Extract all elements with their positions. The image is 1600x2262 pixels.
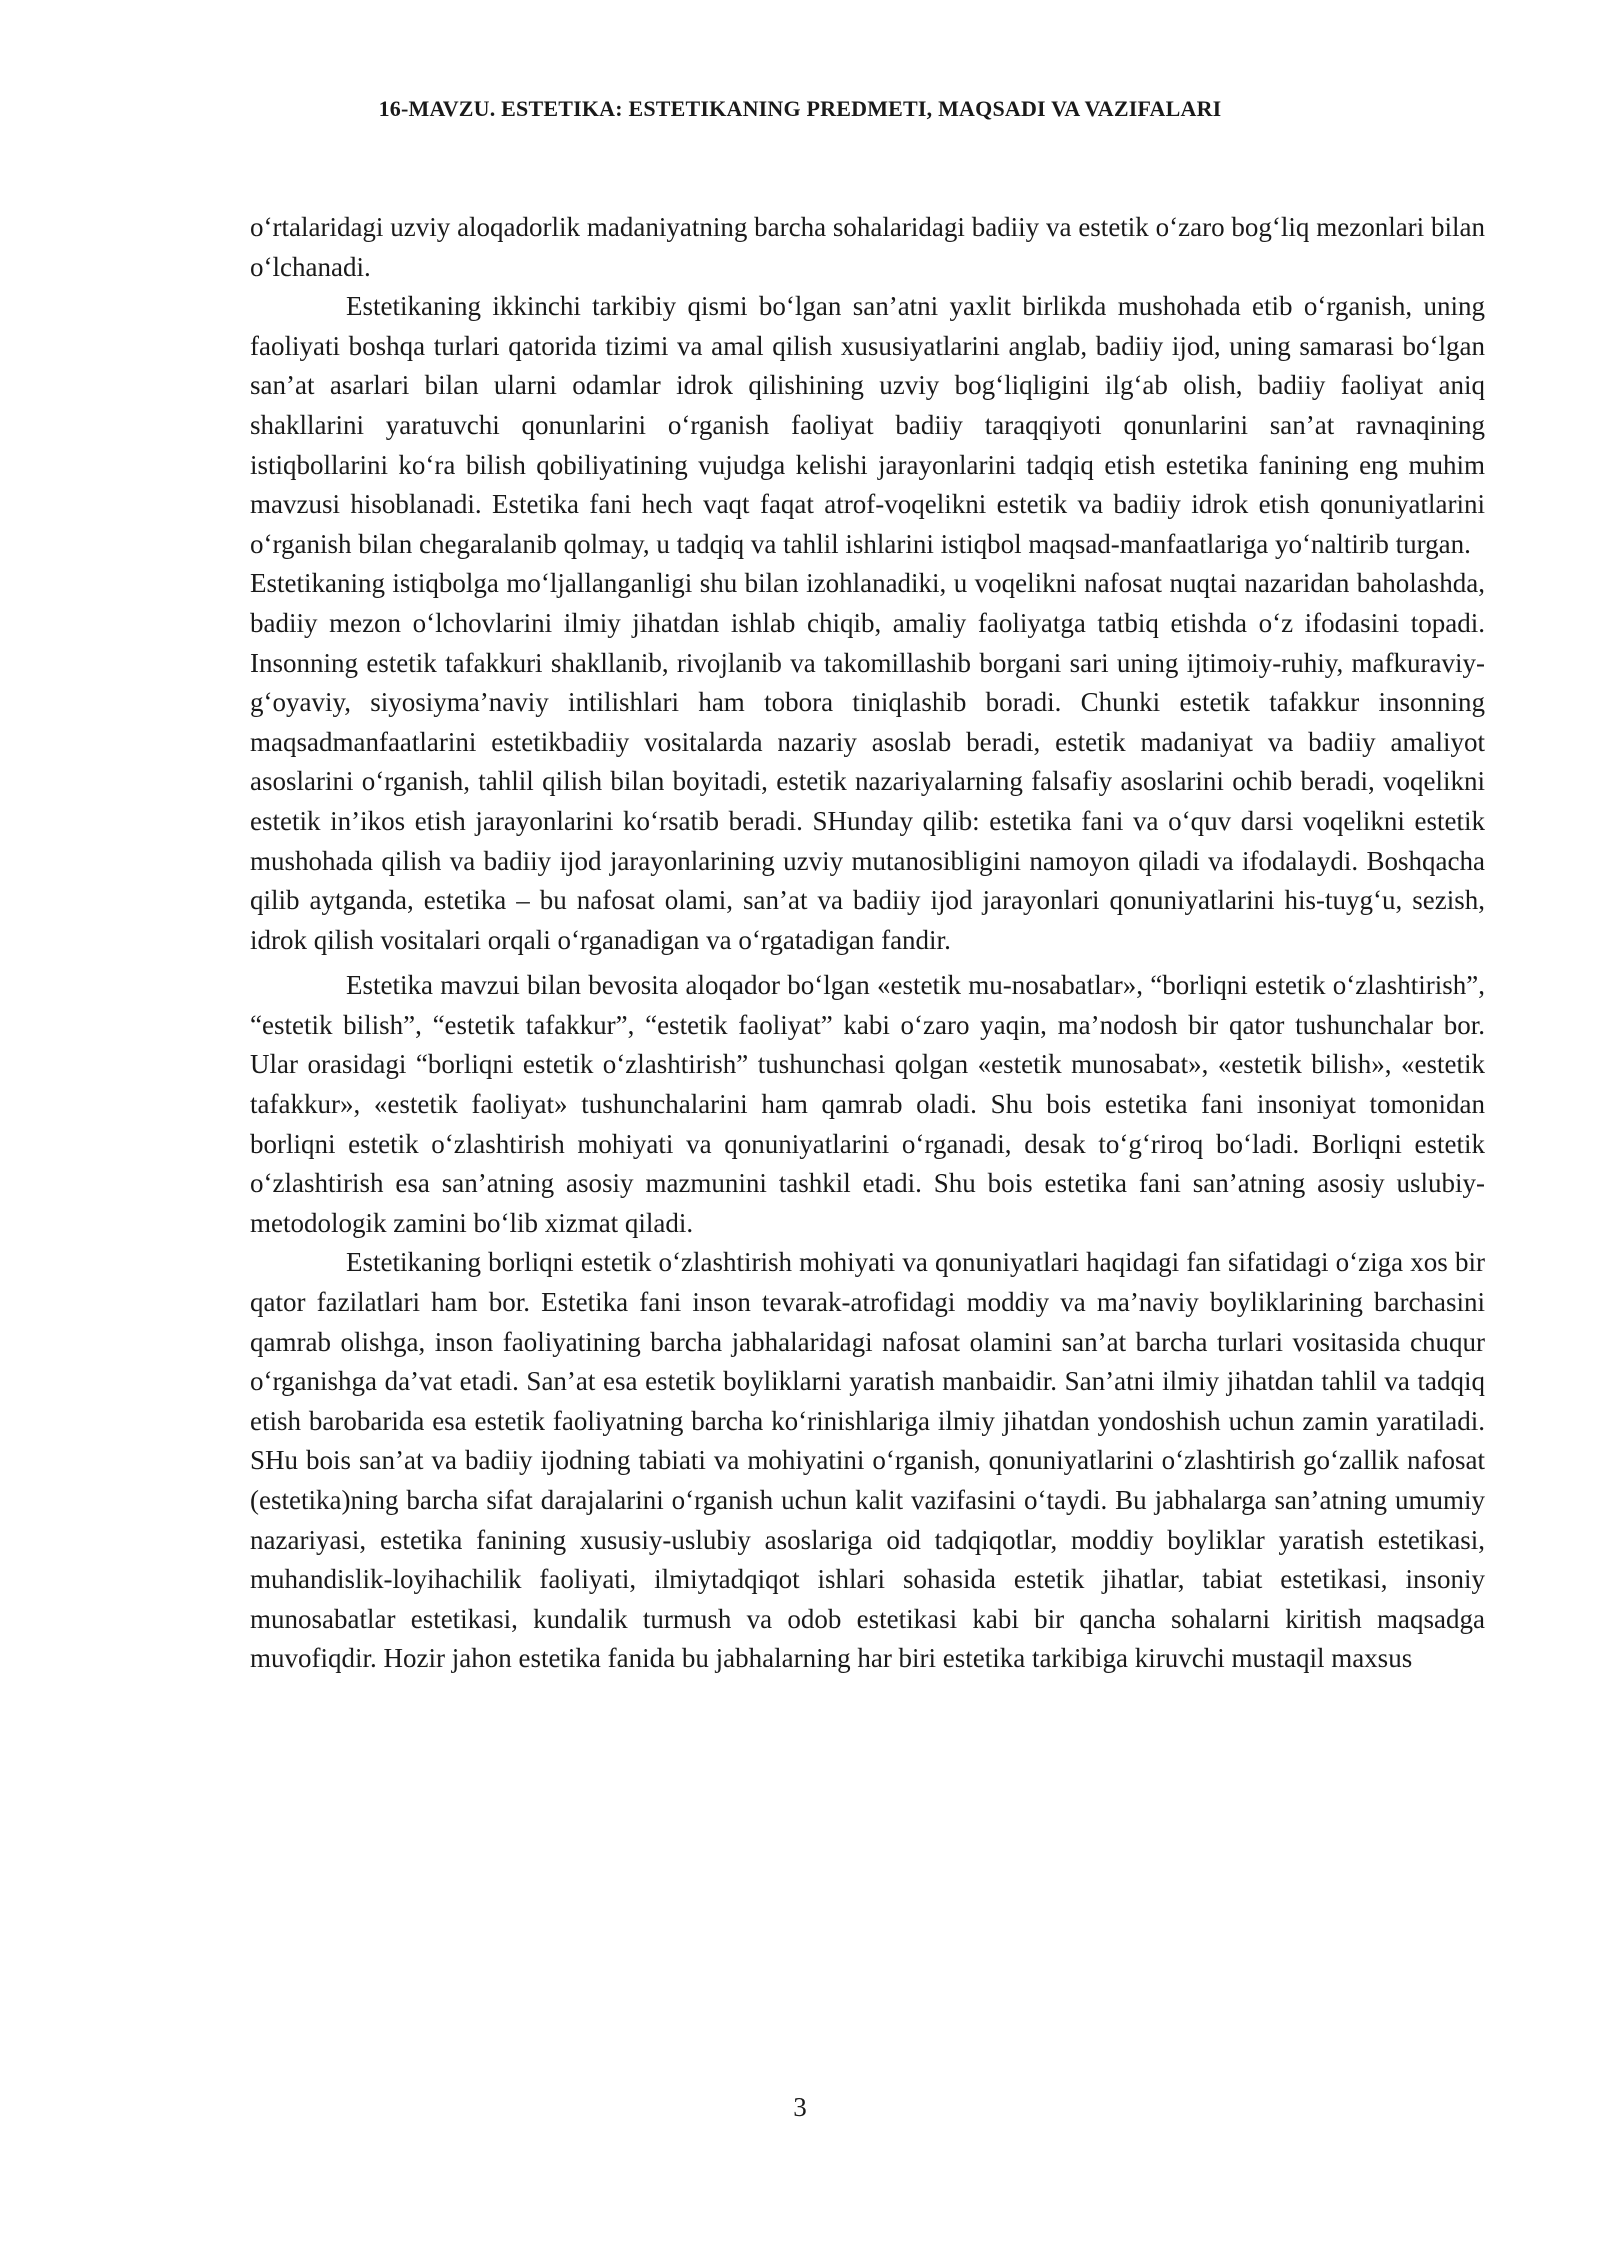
paragraph: Estetikaning istiqbolga mo‘ljallanganligi shu bilan izohlanadiki, u voqelikni nafosat nuqtai nazaridan baholashda, badiiy mezon o‘lchovlarini ilmiy jihatdan ishlab chiqib, amaliy faoliyatga tatbiq etishda o‘z ifodasini topadi. Insonning estetik tafakkuri shakllanib, rivojlanib va takomillashib borgani sari uning ijtimoiy-ruhiy, mafkuraviy-g‘oyaviy, siyosiyma’naviy intilishlari ham tobora tiniqlashib boradi. Chunki estetik tafakkur insonning maqsadmanfaatlarini estetikbadiiy vositalarda nazariy asoslab beradi, estetik madaniyat va badiiy amaliyot asoslarini o‘rganish, tahlil qilish bilan boyitadi, estetik nazariyalarning falsafiy asoslarini ochib beradi, voqelikni estetik in’ikos etish jarayonlarini ko‘rsatib beradi. SHunday qilib: estetika fani va o‘quv darsi voqelikni estetik mushohada qilish va badiiy ijod jarayonlarining uzviy mutanosibligini namoyon qiladi va ifodalaydi. Boshqacha qilib aytganda, estetika – bu nafosat olami, san’at va badiiy ijod jarayonlari qonuniyatlarini his-tuyg‘u, sezish, idrok qilish vositalari orqali o‘rganadigan va o‘rgatadigan fandir. xyxy=(250,568,1485,955)
paragraph: Estetikaning borliqni estetik o‘zlashtirish mohiyati va qonuniyatlari haqidagi fan sifatidagi o‘ziga xos bir qator fazilatlari ham bor. Estetika fani inson tevarak-atrofidagi moddiy va ma’naviy boyliklarining barchasini qamrab olishga, inson faoliyatining barcha jabhalaridagi nafosat olamini san’at barcha turlari vositasida chuqur o‘rganishga da’vat etadi. San’at esa estetik boyliklarni yaratish manbaidir. San’atni ilmiy jihatdan tahlil va tadqiq etish barobarida esa estetik faoliyatning barcha ko‘rinishlariga ilmiy jihatdan yondoshish uchun zamin yaratiladi. SHu bois san’at va badiiy ijodning tabiati va mohiyatini o‘rganish, qonuniyatlarini o‘zlashtirish go‘zallik nafosat (estetika)ning barcha sifat darajalarini o‘rganish uchun kalit vazifasini o‘taydi. Bu jabhalarga san’atning umumiy nazariyasi, estetika fanining xususiy-uslubiy asoslariga oid tadqiqotlar, moddiy boyliklar yaratish estetikasi, muhandislik-loyihachilik faoliyati, ilmiytadqiqot ishlari sohasida estetik jihatlar, tabiat estetikasi, insoniy munosabatlar estetikasi, kundalik turmush va odob estetikasi kabi bir qancha sohalarni kiritish maqsadga muvofiqdir. Hozir jahon estetika fanida bu jabhalarning har biri estetika tarkibiga kiruvchi mustaqil maxsus xyxy=(250,1247,1485,1674)
page-header: 16-MAVZU. ESTETIKA: ESTETIKANING PREDMETI, MAQSADI VA VAZIFALARI xyxy=(378,96,1222,121)
paragraph: Estetikaning ikkinchi tarkibiy qismi bo‘lgan san’atni yaxlit birlikda mushohada etib o‘rganish, uning faoliyati boshqa turlari qatorida tizimi va amal qilish xususiyatlarini anglab, badiiy ijod, uning samarasi bo‘lgan san’at asarlari bilan ularni odamlar idrok qilishining uzviy bog‘liqligini ilg‘ab olish, badiiy faoliyat aniq shakllarini yaratuvchi qonunlarini o‘rganish faoliyat badiiy taraqqiyoti qonunlarini san’at ravnaqining istiqbollarini ko‘ra bilish qobiliyatining vujudga kelishi jarayonlarini tadqiq etish estetika fanining eng muhim mavzusi hisoblanadi. Estetika fani hech vaqt faqat atrof-voqelikni estetik va badiiy idrok etish qonuniyatlarini o‘rganish bilan chegaralanib qolmay, u tadqiq va tahlil ishlarini istiqbol maqsad-manfaatlariga yo‘naltirib turgan. xyxy=(250,291,1485,559)
paragraph: Estetika mavzui bilan bevosita aloqador bo‘lgan «estetik mu-nosabatlar», “borliqni estetik o‘zlashtirish”, “estetik bilish”, “estetik tafakkur”, “estetik faoliyat” kabi o‘zaro yaqin, ma’nodosh bir qator tushunchalar bor. Ular orasidagi “borliqni estetik o‘zlashtirish” tushunchasi qolgan «estetik munosabat», «estetik bilish», «estetik tafakkur», «estetik faoliyat» tushunchalarini ham qamrab oladi. Shu bois estetika fani insoniyat tomonidan borliqni estetik o‘zlashtirish mohiyati va qonuniyatlarini o‘rganadi, desak to‘g‘riroq bo‘ladi. Borliqni estetik o‘zlashtirish esa san’atning asosiy mazmunini tashkil etadi. Shu bois estetika fani san’atning asosiy uslubiy-metodologik zamini bo‘lib xizmat qiladi. xyxy=(250,970,1485,1238)
paragraph: o‘rtalaridagi uzviy aloqadorlik madaniyatning barcha sohalaridagi badiiy va estetik o‘zaro bog‘liq mezonlari bilan o‘lchanadi. xyxy=(250,212,1485,282)
page-number: 3 xyxy=(793,2092,807,2122)
body-text xyxy=(250,208,1485,1679)
